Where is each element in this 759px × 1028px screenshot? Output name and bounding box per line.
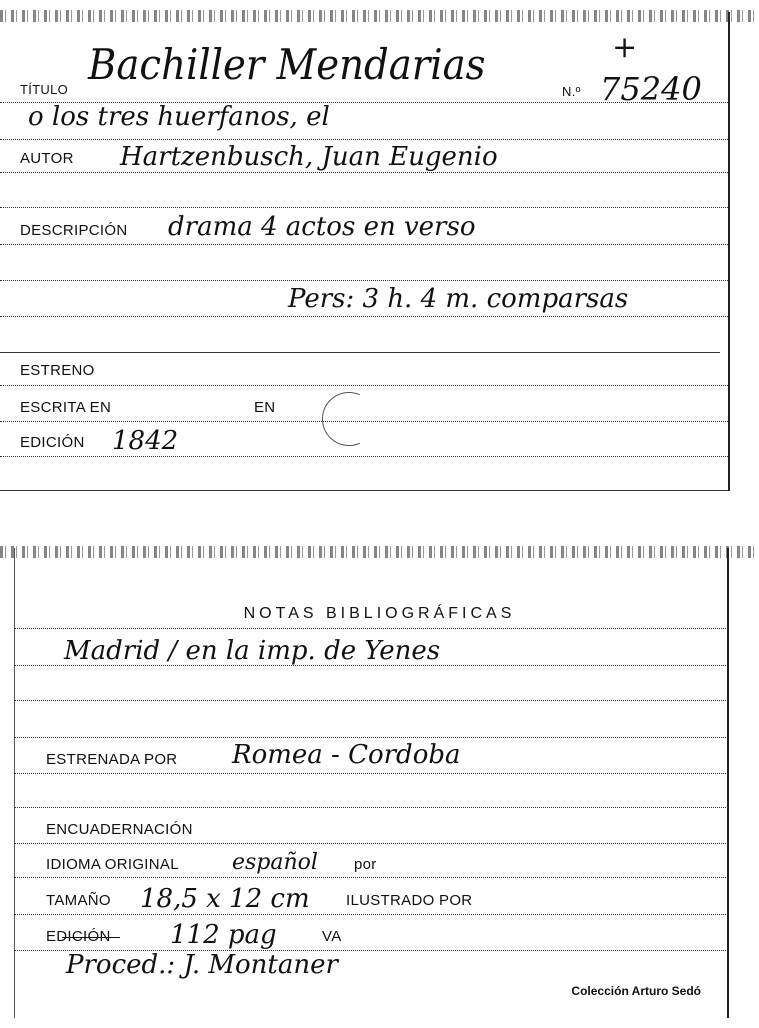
cross-mark: + (612, 30, 638, 65)
escrita-label: ESCRITA EN (20, 399, 112, 416)
coleccion-label: Colección Arturo Sedó (571, 984, 701, 998)
line-separator (0, 352, 720, 353)
line-notas (14, 628, 726, 629)
line-estrenada (14, 773, 726, 774)
paginas-value: 112 pag (170, 920, 277, 950)
titulo-label: TÍTULO (20, 82, 69, 97)
en-label: EN (254, 399, 276, 416)
line-autor (0, 172, 728, 173)
descripcion-value: drama 4 actos en verso (168, 212, 476, 242)
tamano-label: TAMAÑO (46, 892, 111, 909)
edicion-value: 1842 (112, 426, 179, 456)
estrenada-label: ESTRENADA POR (46, 751, 178, 768)
idioma-label: IDIOMA ORIGINAL (46, 856, 179, 873)
titulo-continuation: o los tres huerfanos, el (28, 102, 330, 132)
personajes-value: Pers: 3 h. 4 m. comparsas (288, 284, 629, 314)
edicion-label: EDICIÓN (20, 434, 85, 451)
line-edicion (0, 456, 728, 457)
line-blank-3 (14, 807, 726, 808)
edicion-label-back: EDICIÓN (46, 928, 111, 945)
descripcion-label: DESCRIPCIÓN (20, 222, 128, 239)
line-notas-3 (14, 700, 726, 701)
line-estreno (0, 385, 728, 386)
por-label: por (354, 856, 377, 873)
ilustrado-label: ILUSTRADO POR (346, 892, 473, 909)
line-notas-2 (14, 665, 726, 666)
autor-value: Hartzenbusch, Juan Eugenio (120, 142, 498, 172)
line-blank-2 (0, 280, 728, 281)
line-escrita (0, 421, 728, 422)
estrenada-value: Romea - Cordoba (232, 740, 461, 770)
encuadernacion-label: ENCUADERNACIÓN (46, 821, 193, 838)
tamano-value: 18,5 x 12 cm (140, 884, 310, 914)
line-notas-4 (14, 737, 726, 738)
line-encuadernacion (14, 843, 726, 844)
line-titulo-2 (0, 139, 728, 140)
autor-label: AUTOR (20, 150, 74, 167)
estreno-label: ESTRENO (20, 362, 95, 379)
line-tamano (14, 914, 726, 915)
strike-through (62, 937, 120, 938)
proced-value: Proced.: J. Montaner (66, 950, 338, 980)
line-idioma (14, 877, 726, 878)
line-descripcion (0, 244, 728, 245)
line-blank (0, 207, 728, 208)
va-label: VA (322, 928, 342, 945)
notas-value: Madrid / en la imp. de Yenes (64, 636, 441, 666)
titulo-value: Bachiller Mendarias (88, 40, 486, 89)
idioma-value: español (232, 850, 318, 875)
numero-value: 75240 (600, 70, 702, 108)
line-personajes (0, 316, 728, 317)
notas-heading: NOTAS BIBLIOGRÁFICAS (243, 605, 516, 622)
numero-label: N.º (562, 84, 581, 99)
